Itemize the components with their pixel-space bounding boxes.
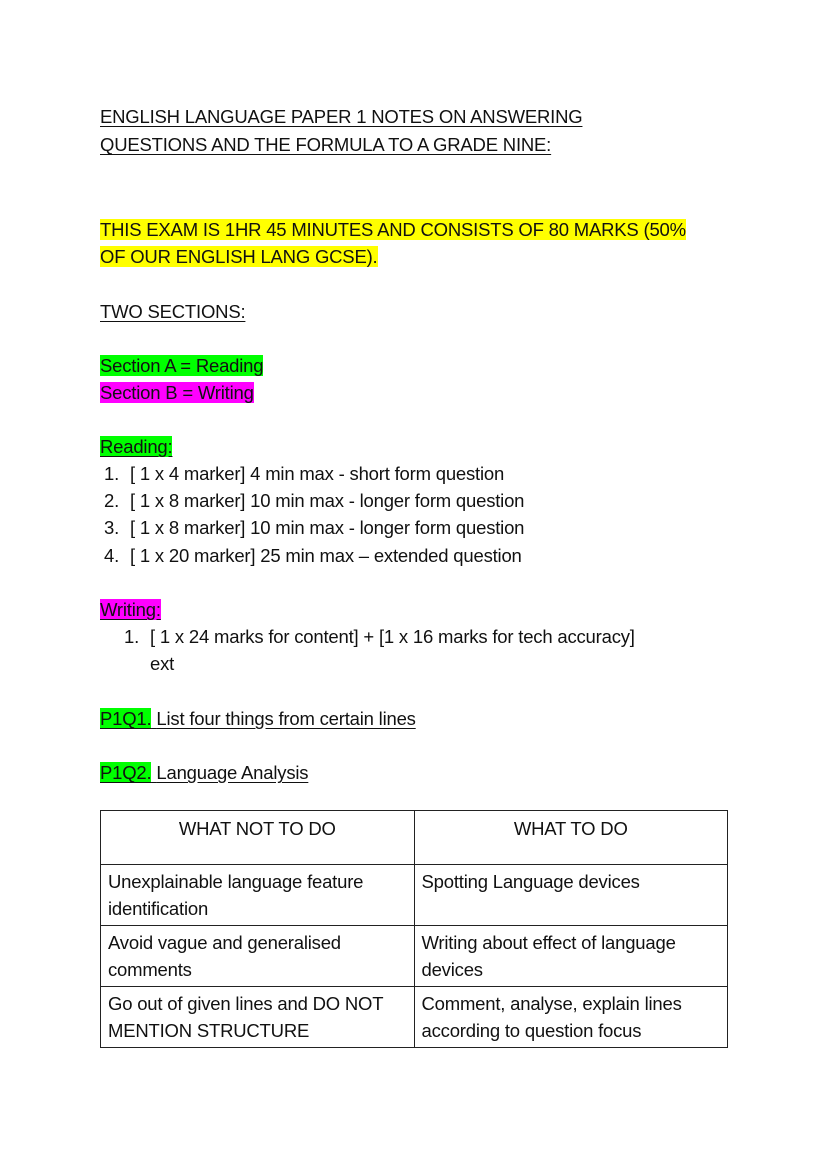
reading-heading: [100, 435, 172, 459]
p1q1: [100, 707, 416, 731]
intro-line-1: [100, 218, 686, 242]
item-number: 3.: [104, 517, 120, 538]
section-b: [100, 381, 254, 405]
item-text: [ 1 x 4 marker] 4 min max - short form question: [130, 463, 505, 484]
item-number: 4.: [104, 545, 120, 566]
item-text: [ 1 x 20 marker] 25 min max – extended question: [130, 545, 522, 566]
section-b-text: Section B = Writing: [100, 382, 254, 403]
table-row: [101, 926, 728, 987]
section-a: [100, 354, 263, 378]
table-cell: Go out of given lines and DO NOT MENTION STRUCTURE: [101, 987, 415, 1048]
header-not-to-do: WHAT NOT TO DO: [101, 811, 415, 865]
p1q2-code: P1Q2.: [100, 762, 152, 783]
table-cell: Comment, analyse, explain lines according to question focus: [414, 987, 728, 1048]
header-to-do: WHAT TO DO: [414, 811, 728, 865]
table-cell: Spotting Language devices: [414, 865, 728, 926]
item-text: [ 1 x 24 marks for content] + [1 x 16 marks for tech accuracy]: [150, 626, 635, 647]
item-number: 1.: [124, 626, 140, 647]
p1q2-text: Language Analysis: [156, 762, 309, 783]
writing-item-continuation: ext: [150, 653, 175, 674]
reading-item: [104, 462, 504, 486]
title-line-1: ENGLISH LANGUAGE PAPER 1 NOTES ON ANSWERING: [100, 106, 583, 127]
do-dont-table: [100, 810, 728, 1048]
p1q1-code: P1Q1.: [100, 708, 152, 729]
reading-item: [104, 544, 522, 568]
table-row: [101, 987, 728, 1048]
table-header-row: [101, 811, 728, 865]
reading-heading-text: Reading:: [100, 436, 173, 457]
intro-highlight-2: OF OUR ENGLISH LANG GCSE).: [100, 246, 378, 267]
intro-highlight-1: THIS EXAM IS 1HR 45 MINUTES AND CONSISTS OF 80 MARKS (50%: [100, 219, 686, 240]
p1q1-text: List four things from certain lines: [156, 708, 416, 729]
title-line-2: QUESTIONS AND THE FORMULA TO A GRADE NINE:: [100, 134, 552, 155]
writing-item: [124, 625, 635, 649]
table-row: [101, 865, 728, 926]
item-number: 2.: [104, 490, 120, 511]
writing-heading: [100, 598, 161, 622]
table-cell: Unexplainable language feature identification: [101, 865, 415, 926]
intro-line-2: [100, 245, 378, 269]
p1q2: [100, 761, 308, 785]
item-text: [ 1 x 8 marker] 10 min max - longer form question: [130, 490, 525, 511]
writing-heading-text: Writing:: [100, 599, 161, 620]
item-number: 1.: [104, 463, 120, 484]
item-text: [ 1 x 8 marker] 10 min max - longer form question: [130, 517, 525, 538]
table-cell: Writing about effect of language devices: [414, 926, 728, 987]
sections-heading: TWO SECTIONS:: [100, 301, 246, 322]
table-cell: Avoid vague and generalised comments: [101, 926, 415, 987]
reading-item: [104, 516, 524, 540]
reading-item: [104, 489, 524, 513]
section-a-text: Section A = Reading: [100, 355, 264, 376]
